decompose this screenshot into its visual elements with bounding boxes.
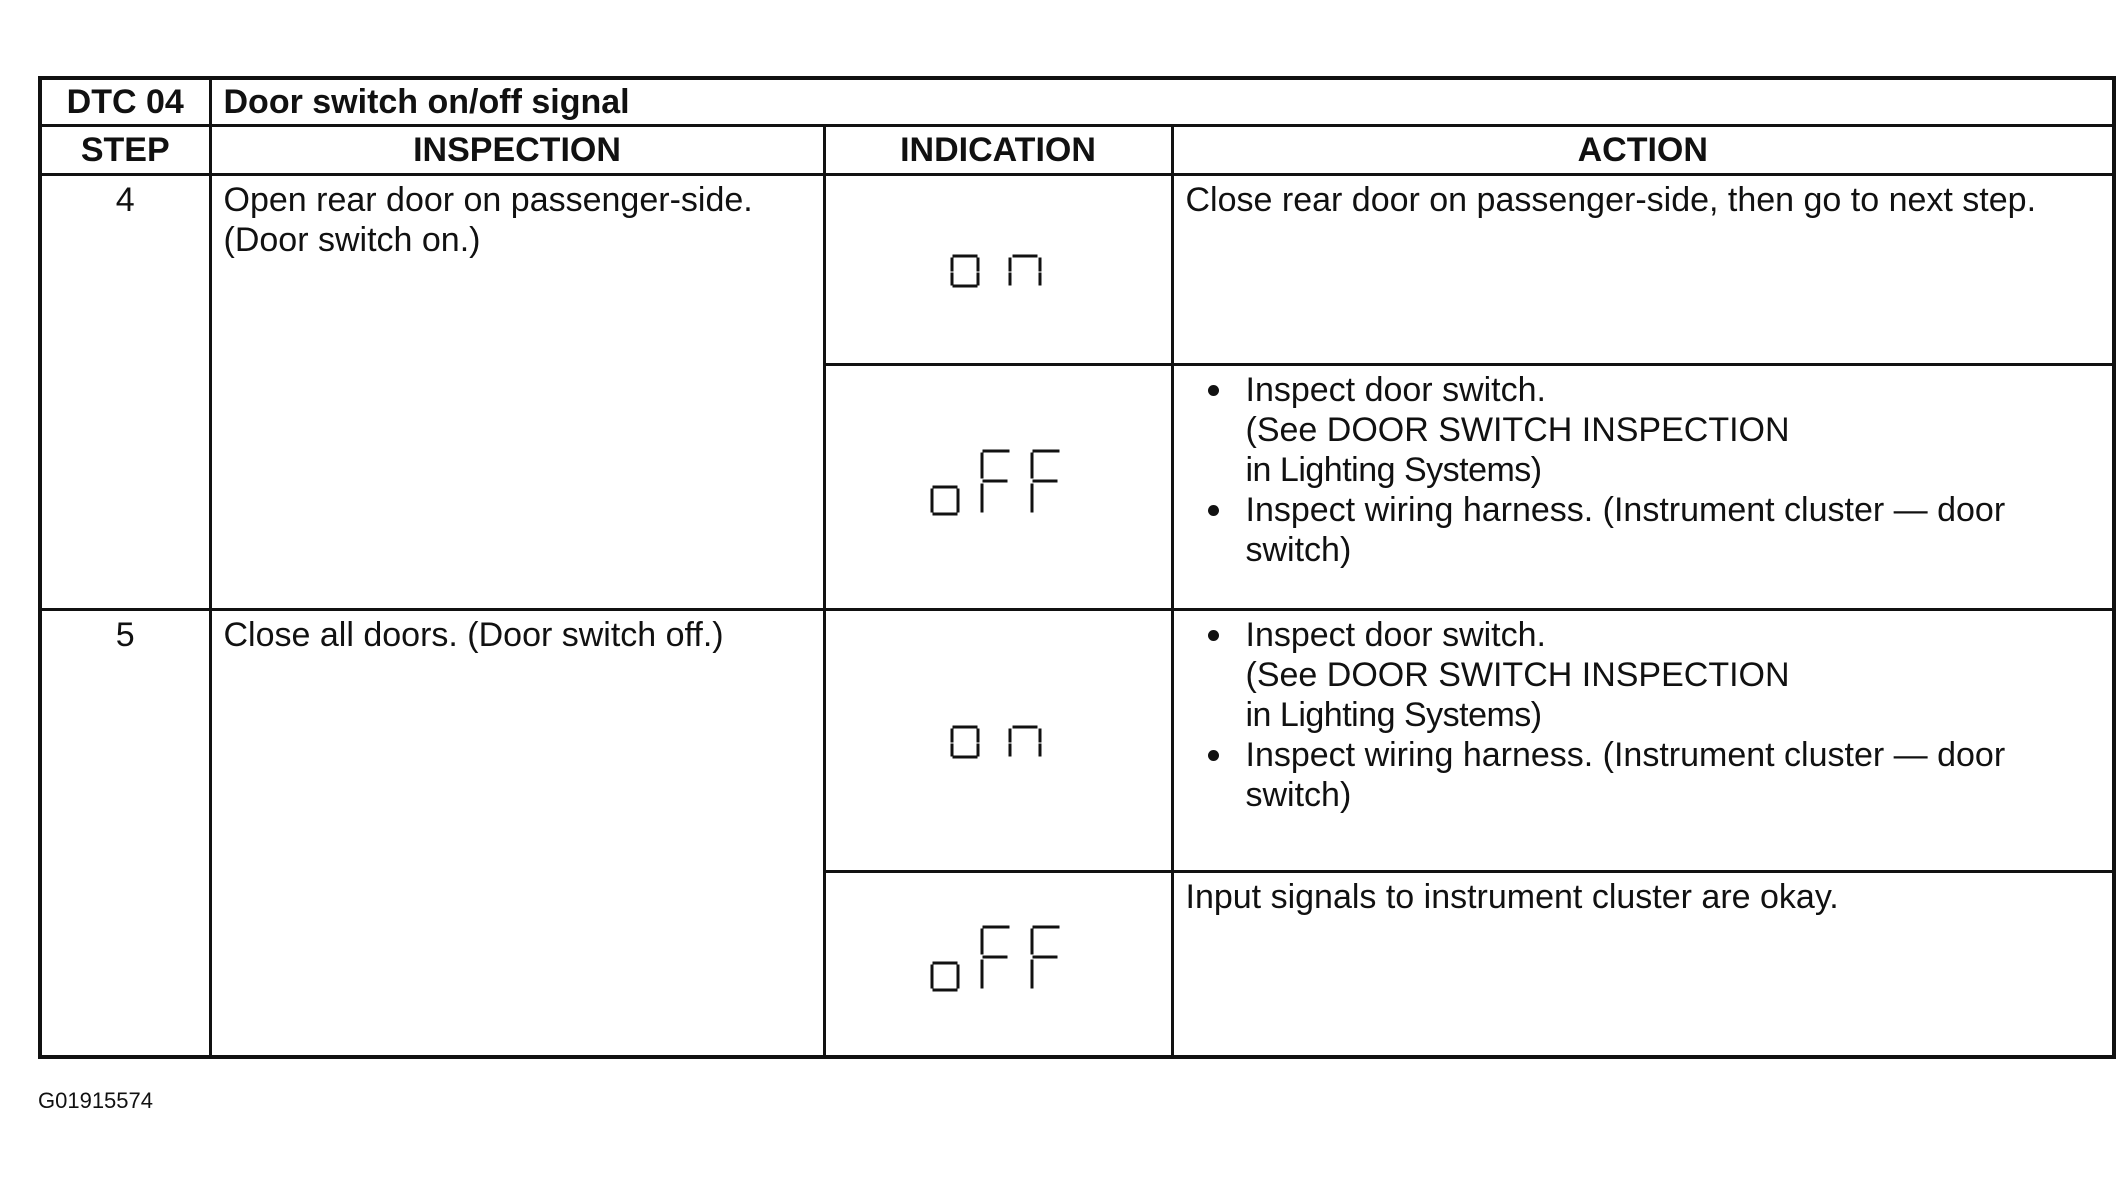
list-item xyxy=(1186,735,2101,815)
action-text: (See DOOR SWITCH INSPECTION xyxy=(1245,656,1790,694)
indication-cell xyxy=(824,872,1172,1057)
action-cell xyxy=(1172,610,2114,872)
inspection-text: (Door switch on.) xyxy=(223,221,481,259)
step-number: 5 xyxy=(40,610,210,1057)
action-cell: Input signals to instrument cluster are okay. xyxy=(1172,872,2114,1057)
indication-cell xyxy=(824,175,1172,365)
action-list xyxy=(1186,370,2101,570)
action-text: Inspect door switch. xyxy=(1245,371,1546,409)
action-list xyxy=(1186,615,2101,815)
dtc-title: Door switch on/off signal xyxy=(210,78,2114,126)
action-text: Inspect wiring harness. (Instrument cluster — door switch) xyxy=(1245,491,2006,569)
action-text: Inspect wiring harness. (Instrument cluster — door switch) xyxy=(1245,736,2006,814)
action-cell xyxy=(1172,365,2114,610)
action-text: Inspect door switch. xyxy=(1245,616,1546,654)
inspection-text: Close all doors. (Door switch off.) xyxy=(223,616,724,654)
table-row xyxy=(40,610,2114,872)
indication-cell xyxy=(824,610,1172,872)
table-title-row xyxy=(40,78,2114,126)
list-item xyxy=(1186,615,2101,735)
dtc-code: DTC 04 xyxy=(40,78,210,126)
column-header-action: ACTION xyxy=(1172,126,2114,175)
column-header-row xyxy=(40,126,2114,175)
action-text: in Lighting Systems) xyxy=(1245,451,1542,489)
inspection-cell xyxy=(210,175,824,610)
dtc-inspection-table xyxy=(38,76,2116,1059)
seven-segment-on-indicator xyxy=(948,242,1048,288)
list-item xyxy=(1186,490,2101,570)
seven-segment-on-indicator xyxy=(948,713,1048,759)
action-text: in Lighting Systems) xyxy=(1245,696,1542,734)
figure-id: G01915574 xyxy=(38,1088,153,1113)
step-number: 4 xyxy=(40,175,210,610)
inspection-text: Open rear door on passenger-side. xyxy=(223,181,753,219)
column-header-indication: INDICATION xyxy=(824,126,1172,175)
list-item xyxy=(1186,370,2101,490)
indication-cell xyxy=(824,365,1172,610)
table-row xyxy=(40,175,2114,365)
column-header-inspection: INSPECTION xyxy=(210,126,824,175)
seven-segment-off-indicator xyxy=(928,447,1068,519)
column-header-step: STEP xyxy=(40,126,210,175)
action-text: (See DOOR SWITCH INSPECTION xyxy=(1245,411,1790,449)
action-cell: Close rear door on passenger-side, then go to next step. xyxy=(1172,175,2114,365)
inspection-cell xyxy=(210,610,824,1057)
seven-segment-off-indicator xyxy=(928,923,1068,995)
